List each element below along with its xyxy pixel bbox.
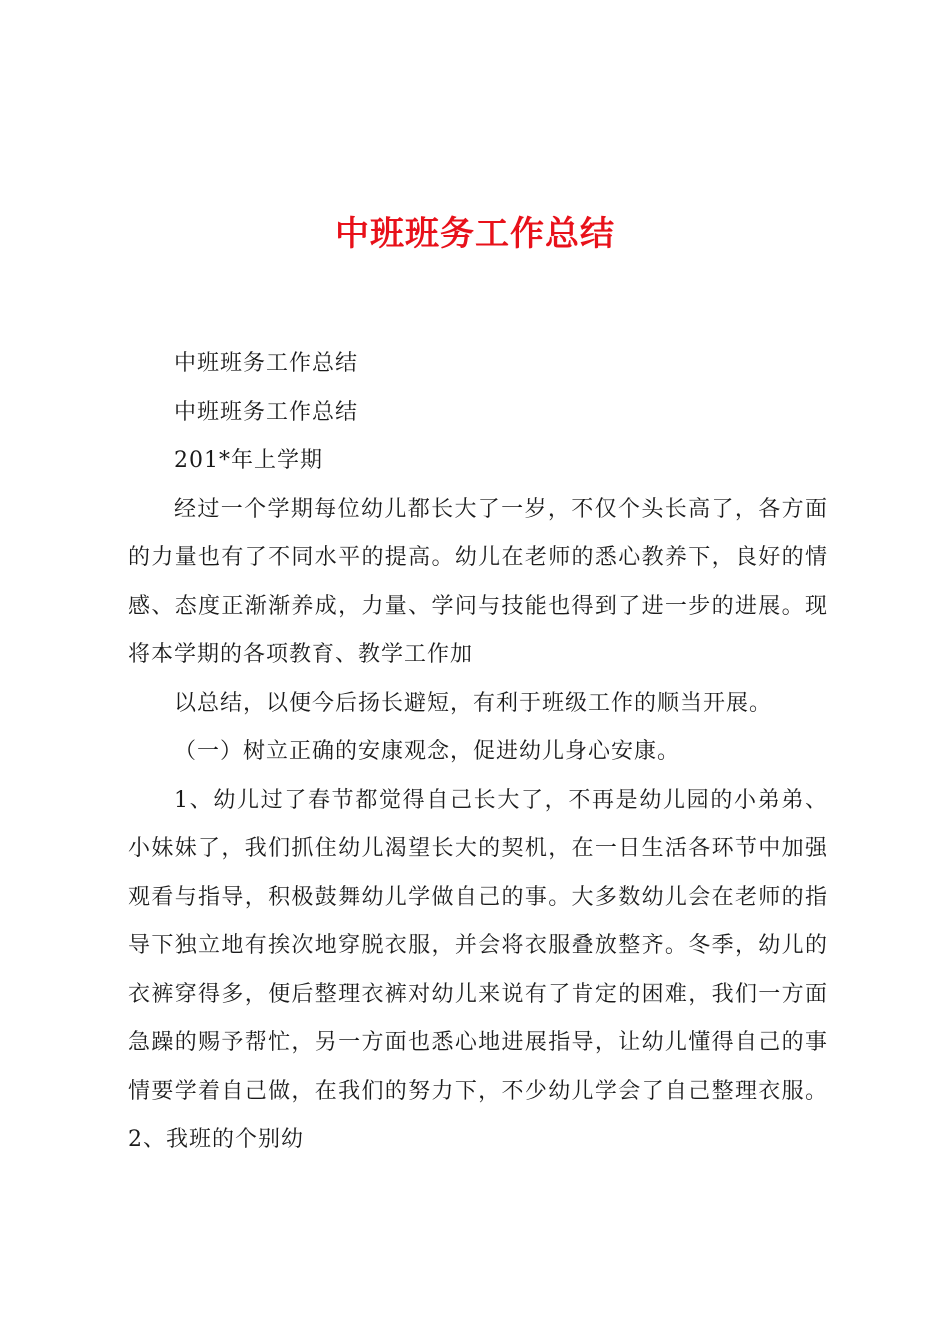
- paragraph-subtitle: 中班班务工作总结: [174, 351, 359, 376]
- document-title: 中班班务工作总结: [335, 214, 615, 254]
- paragraph-intro: 经过一个学期每位幼儿都长大了一岁，不仅个头长高了，各方面的力量也有了不同水平的提高。幼儿在老师的悉心教养下，良好的情感、态度正渐渐养成，力量、学问与技能也得到了进一步的进展。现将本学期的各项教育、教学工作加: [128, 496, 828, 667]
- paragraph-subtitle-repeat: 中班班务工作总结: [174, 399, 359, 425]
- paragraph-health-details: 1、幼儿过了春节都觉得自己长大了，不再是幼儿园的小弟弟、小妹妹了，我们抓住幼儿渴望长大的契机，在一日生活各环节中加强观看与指导，积极鼓舞幼儿学做自己的事。大多数幼儿会在老师的指导下独立地有挨次地穿脱衣服，并会将衣服叠放整齐。冬季，幼儿的衣裤穿得多，便后整理衣裤对幼儿来说有了肯定的困难，我们一方面急躁的赐予帮忙，另一方面也悉心地进展指导，让幼儿懂得自己的事情要学着自己做，在我们的努力下，不少幼儿学会了自己整理衣服。2、我班的个别幼: [128, 787, 828, 1152]
- section-heading-health: （一）树立正确的安康观念，促进幼儿身心安康。: [174, 739, 681, 764]
- paragraph-semester: 201*年上学期: [174, 448, 323, 473]
- paragraph-intro-continued: 以总结，以便今后扬长避短，有利于班级工作的顺当开展。: [174, 690, 773, 716]
- document-body: [128, 340, 828, 1165]
